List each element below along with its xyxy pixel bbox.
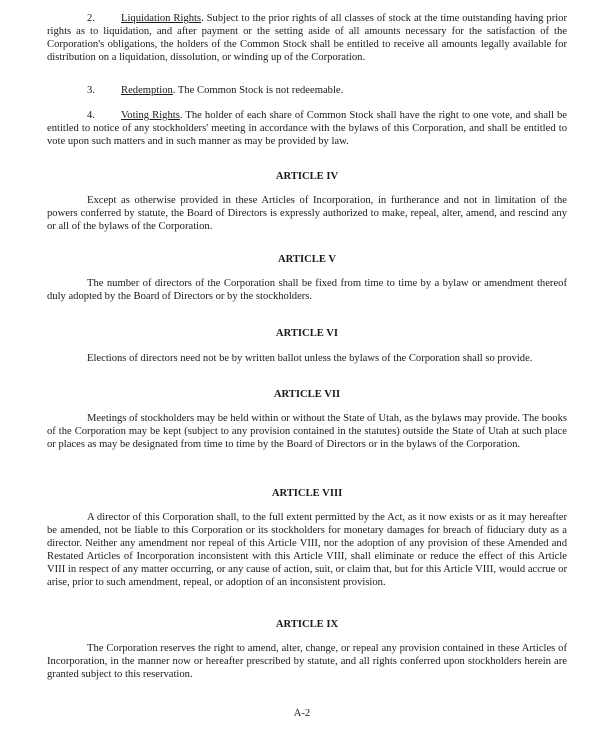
section-text: . Subject to the prior rights of all classes of stock at the time outstanding having prior rights as to liquidation, and after payment or the setting aside of all amounts necessary for the satisfaction of the Corporation's obligations, the holders of the Common Stock shall be entitled to receive all amounts legally available for distribution on a liquidation, dissolution, or winding up of the Corporation.: [47, 13, 568, 63]
article-ix-text: The Corporation reserves the right to amend, alter, change, or repeal any provision contained in these Articles of Incorporation, in the manner now or hereafter prescribed by statute, and all rights conferred upon stockholders herein are granted subject to this reservation.: [47, 643, 567, 680]
article-v-text: The number of directors of the Corporation shall be fixed from time to time by a bylaw or amendment thereof duly adopted by the Board of Directors or by the stockholders.: [47, 278, 567, 302]
article-vii-text: Meetings of stockholders may be held within or without the State of Utah, as the bylaws may provide. The books of the Corporation may be kept (subject to any provision contained in the statutes) outside the State of Utah at such place or places as may be designated from time to time by the Board of Directors or in the bylaws of the Corporation.: [47, 413, 567, 450]
article-ix-heading: ARTICLE IX: [275, 619, 339, 630]
section-number: 3.: [87, 85, 95, 96]
article-vi-text: Elections of directors need not be by written ballot unless the bylaws of the Corporation shall so provide.: [87, 353, 533, 364]
article-viii-heading: ARTICLE VIII: [271, 488, 343, 499]
section-voting-rights: [47, 110, 567, 149]
section-text: . The holder of each share of Common Stock shall have the right to one vote, and shall be entitled to notice of any stockholders' meeting in accordance with the bylaws of this Corporation, and shall be entitled to vote upon such matters and in such manner as may be provided by law.: [47, 110, 567, 147]
section-number: 4.: [87, 110, 95, 121]
article-iv-text: Except as otherwise provided in these Articles of Incorporation, in furtherance and not in limitation of the powers conferred by statute, the Board of Directors is expressly authorized to make, repeal, alter, amend, and rescind any or all of the bylaws of the Corporation.: [47, 195, 567, 232]
section-text: . The Common Stock is not redeemable.: [172, 85, 344, 96]
page-number: A-2: [293, 708, 311, 719]
section-number: 2.: [87, 13, 95, 24]
section-title: Liquidation Rights: [121, 13, 202, 24]
article-vii-heading: ARTICLE VII: [273, 389, 341, 400]
section-title: Redemption: [121, 85, 173, 96]
article-iv-heading: ARTICLE IV: [275, 171, 339, 182]
article-v-heading: ARTICLE V: [277, 254, 336, 265]
article-vi-heading: ARTICLE VI: [275, 328, 339, 339]
section-liquidation-rights: [47, 13, 567, 65]
section-redemption: [47, 85, 567, 98]
section-title: Voting Rights: [121, 110, 180, 121]
article-viii-text: A director of this Corporation shall, to the full extent permitted by the Act, as it now exists or as it may hereafter be amended, not be liable to this Corporation or its stockholders for monetary damages for breach of fiduciary duty as a director. Neither any amendment nor repeal of this Article VIII, nor the adoption of any provision of these Amended and Restated Articles of Incorporation inconsistent with this Article VIII, shall eliminate or reduce the effect of this Article VIII in respect of any matter occurring, or any cause of action, suit, or claim that, but for this Article VIII, would accrue or arise, prior to such amendment, repeal, or adoption of an inconsistent provision.: [47, 512, 567, 588]
